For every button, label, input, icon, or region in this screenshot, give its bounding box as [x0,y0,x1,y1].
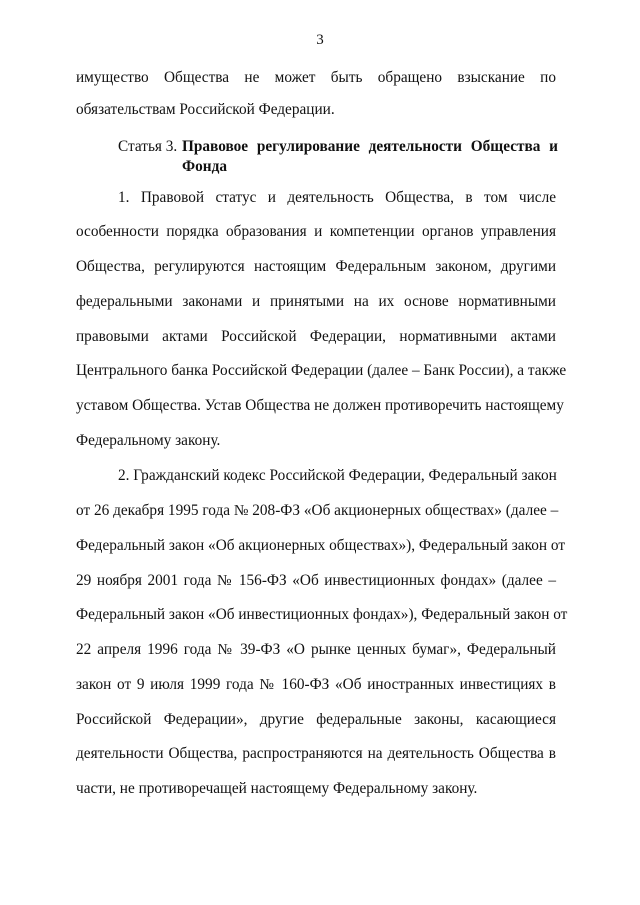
paragraph1-line: Общества, регулируются настоящим Федеральным законом, другими [76,258,556,275]
paragraph1-line: уставом Общества. Устав Общества не должен противоречить настоящему [76,397,564,414]
article-title-line: Правовое регулирование деятельности Общества и [182,138,558,155]
paragraph1-line: Центрального банка Российской Федерации (далее – Банк России), а также [76,362,567,379]
paragraph1-line: особенности порядка образования и компетенции органов управления [76,223,556,240]
page-number: 3 [316,32,324,48]
paragraph2-line: закон от 9 июля 1999 года № 160-ФЗ «Об иностранных инвестициях в [76,676,556,693]
article-title-line: Фонда [182,158,227,175]
continuation-line: обязательствам Российской Федерации. [76,101,335,118]
paragraph2-line: 29 ноября 2001 года № 156-ФЗ «Об инвестиционных фондах» (далее – [76,572,556,589]
paragraph1-line: правовыми актами Российской Федерации, нормативными актами [76,328,556,345]
paragraph2-line: 2. Гражданский кодекс Российской Федерации, Федеральный закон [118,467,557,484]
paragraph2-line: Федеральный закон «Об акционерных обществах»), Федеральный закон от [76,537,566,554]
article-title [182,137,558,177]
paragraph2-line: деятельности Общества, распространяются на деятельность Общества в [76,745,556,762]
paragraph1-line: федеральными законами и принятыми на их основе нормативными [76,293,556,310]
paragraph2-line: Российской Федерации», другие федеральные законы, касающиеся [76,711,556,728]
paragraph2-line: 22 апреля 1996 года № 39-ФЗ «О рынке ценных бумаг», Федеральный [76,641,556,658]
paragraph1-line: 1. Правовой статус и деятельность Общества, в том числе [118,189,556,206]
paragraph2-line: от 26 декабря 1995 года № 208-ФЗ «Об акционерных обществах» (далее – [76,502,559,519]
continuation-line: имущество Общества не может быть обращено взыскание по [76,69,556,86]
article-label: Статья 3. [118,138,178,155]
paragraph2-line: части, не противоречащей настоящему Федеральному закону. [76,780,478,797]
paragraph2-line: Федеральный закон «Об инвестиционных фондах»), Федеральный закон от [76,606,568,623]
paragraph1-line: Федеральному закону. [76,432,221,449]
